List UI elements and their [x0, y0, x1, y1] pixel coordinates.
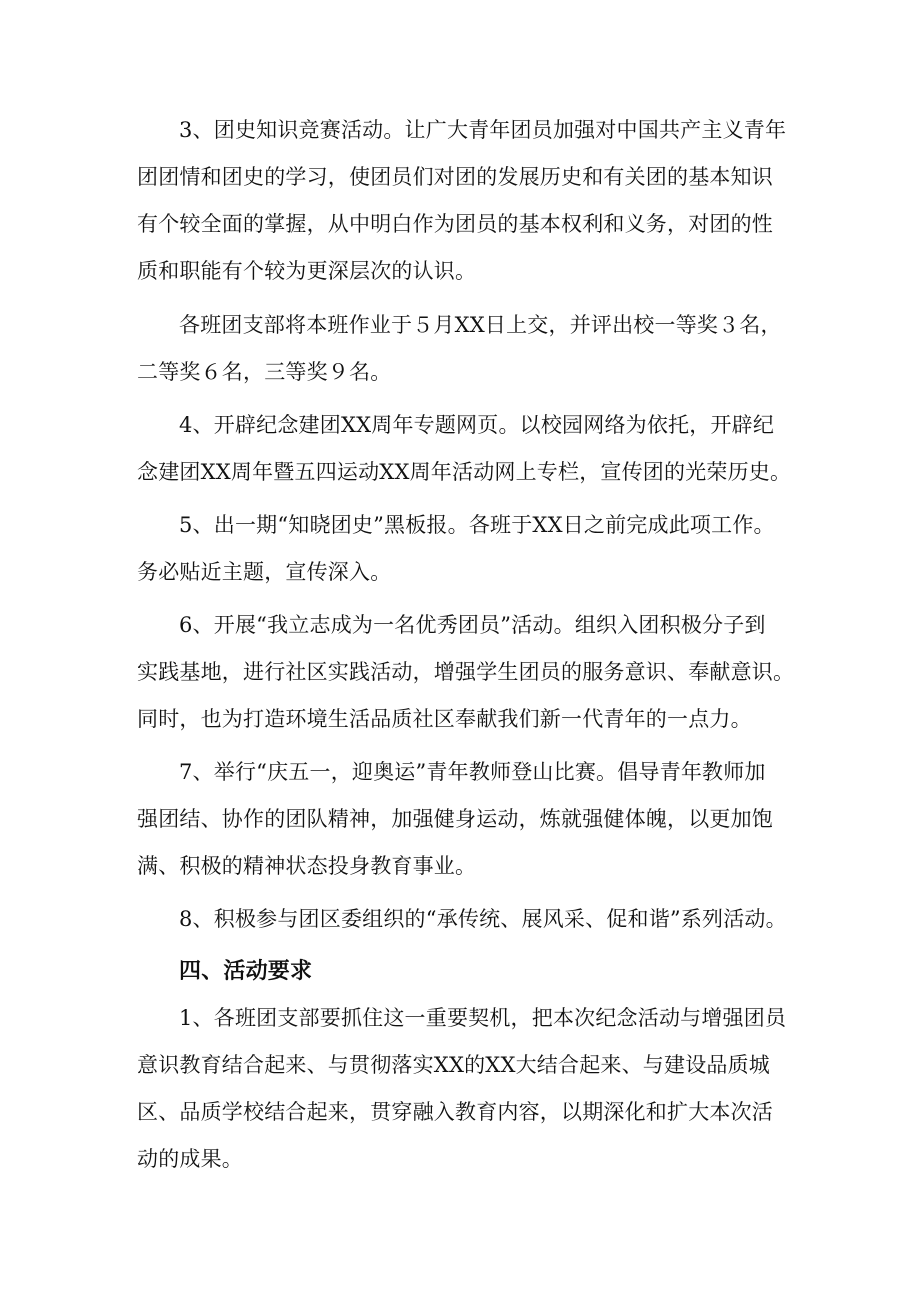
- paragraph-5-line-2: 务必贴近主题，宣传深入。: [137, 560, 392, 584]
- paragraph-4-line-2: 念建团XX周年暨五四运动XX周年活动网上专栏，宣传团的光荣历史。: [137, 460, 792, 484]
- paragraph-3-line-1: 3、团史知识竞赛活动。让广大青年团员加强对中国共产主义青年: [179, 118, 787, 142]
- paragraph-4-line-1: 4、开辟纪念建团XX周年专题网页。以校园网络为依托，开辟纪: [179, 413, 775, 437]
- requirement-1-line-2: 意识教育结合起来、与贯彻落实XX的XX大结合起来、与建设品质城: [137, 1053, 770, 1077]
- paragraph-5-line-1: 5、出一期“知晓团史”黑板报。各班于XX日之前完成此项工作。: [179, 513, 775, 537]
- requirement-1-line-4: 动的成果。: [137, 1147, 243, 1171]
- paragraph-7-line-2: 强团结、协作的团队精神，加强健身运动，炼就强健体魄，以更加饱: [137, 807, 773, 831]
- paragraph-7-line-3: 满、积极的精神状态投身教育事业。: [137, 854, 477, 878]
- requirement-1-line-1: 1、各班团支部要抓住这一重要契机，把本次纪念活动与增强团员: [179, 1006, 787, 1030]
- paragraph-6-line-2: 实践基地，进行社区实践活动，增强学生团员的服务意识、奉献意识。: [137, 660, 795, 684]
- section-heading: 四、活动要求: [179, 958, 313, 984]
- paragraph-7-line-1: 7、举行“庆五一，迎奥运”青年教师登山比赛。倡导青年教师加: [179, 760, 766, 784]
- paragraph-awards-line-2: 二等奖６名，三等奖９名。: [137, 360, 392, 384]
- requirement-1-line-3: 区、品质学校结合起来，贯穿融入教育内容，以期深化和扩大本次活: [137, 1100, 773, 1124]
- paragraph-6-line-3: 同时，也为打造环境生活品质社区奉献我们新一代青年的一点力。: [137, 707, 752, 731]
- paragraph-8-line-1: 8、积极参与团区委组织的“承传统、展风采、促和谐”系列活动。: [179, 907, 787, 931]
- paragraph-3-line-3: 有个较全面的掌握，从中明白作为团员的基本权利和义务，对团的性: [137, 212, 773, 236]
- paragraph-6-line-1: 6、开展“我立志成为一名优秀团员”活动。组织入团积极分子到: [179, 613, 766, 637]
- paragraph-3-line-4: 质和职能有个较为更深层次的认识。: [137, 259, 477, 283]
- paragraph-3-line-2: 团团情和团史的学习，使团员们对团的发展历史和有关团的基本知识: [137, 165, 773, 189]
- paragraph-awards-line-1: 各班团支部将本班作业于５月XX日上交，并评出校一等奖３名，: [179, 313, 782, 337]
